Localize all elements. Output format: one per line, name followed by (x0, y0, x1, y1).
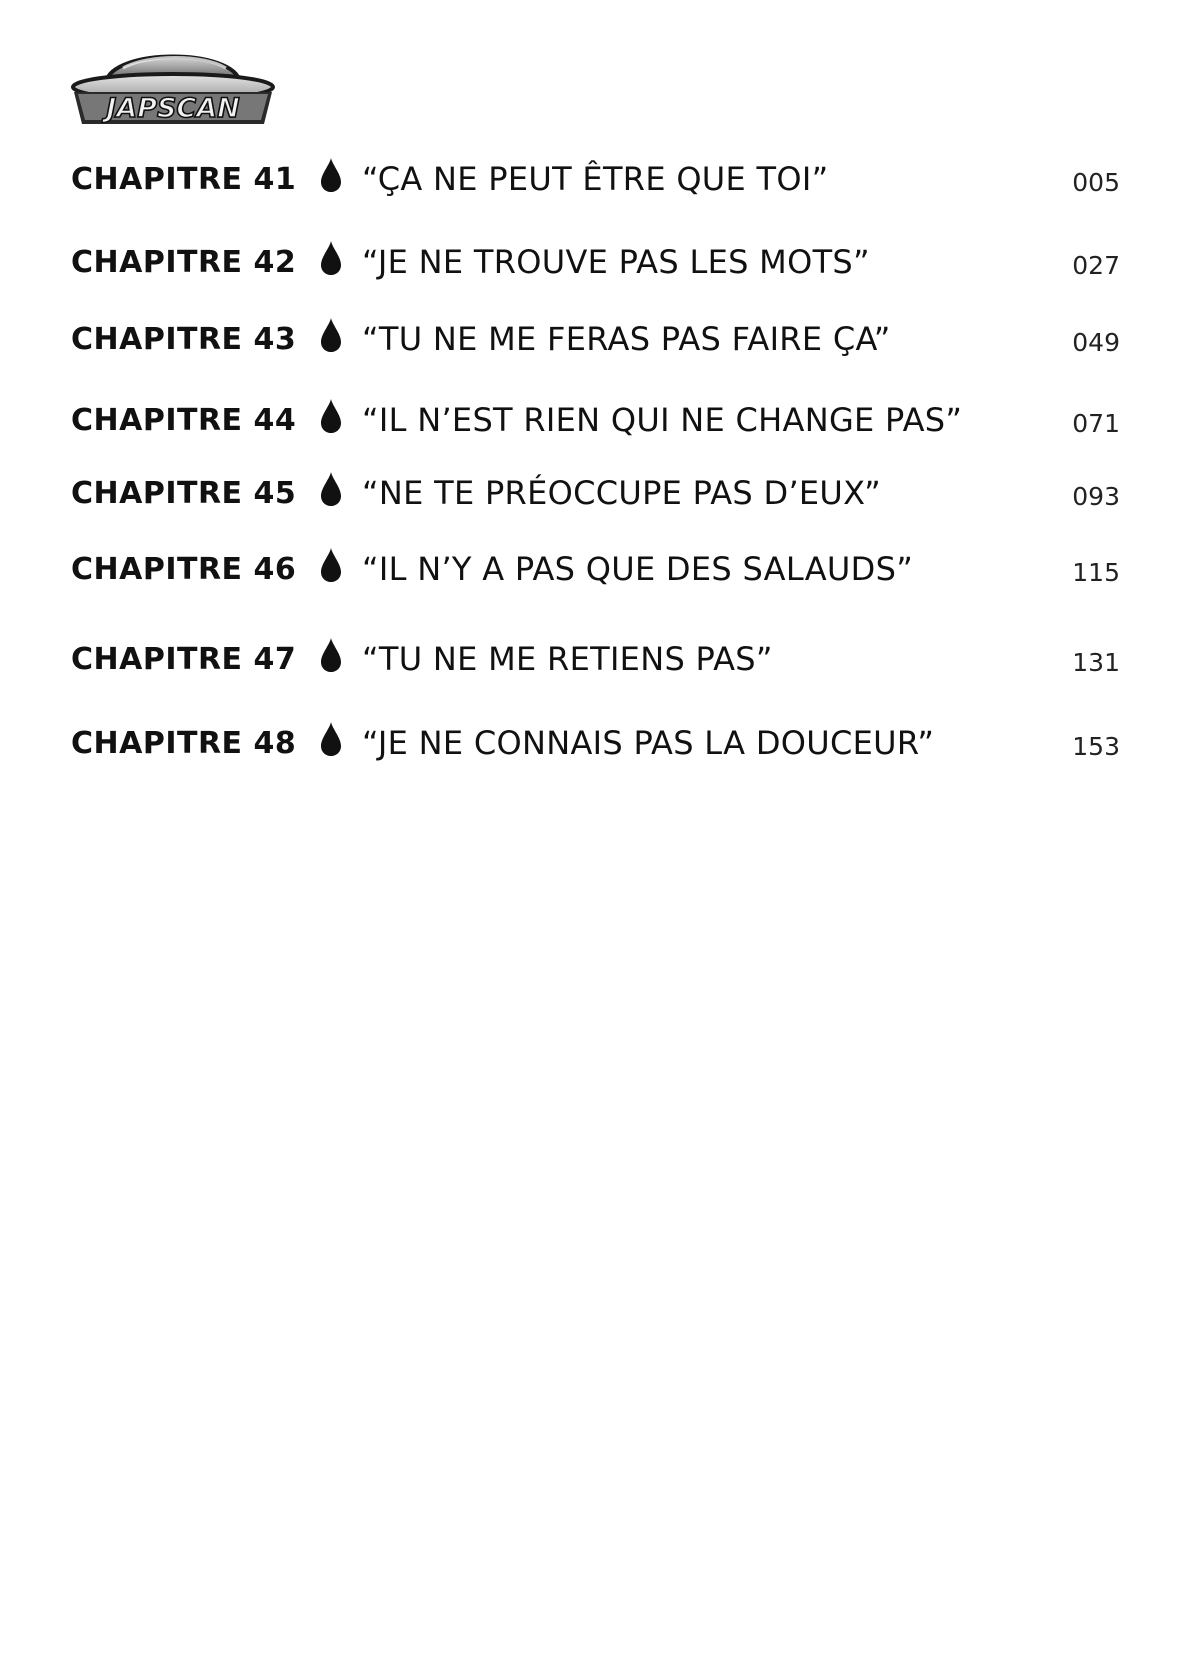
page-number: 027 (1072, 251, 1120, 280)
toc-entry[interactable] (0, 464, 1200, 524)
drop-icon (319, 157, 343, 193)
page-number: 153 (1072, 732, 1120, 761)
drop-icon (319, 637, 343, 673)
chapter-number: CHAPITRE 42 (71, 245, 297, 280)
chapter-number: CHAPITRE 45 (71, 476, 297, 511)
logo-text: JAPSCAN (106, 93, 240, 124)
chapter-title: “TU NE ME RETIENS PAS” (362, 640, 773, 678)
page-number: 005 (1072, 168, 1120, 197)
toc-entry[interactable] (0, 150, 1200, 210)
drop-icon (319, 398, 343, 434)
chapter-number: CHAPITRE 43 (71, 322, 297, 357)
chapter-title: “IL N’Y A PAS QUE DES SALAUDS” (362, 550, 914, 588)
page-number: 131 (1072, 648, 1120, 677)
drop-icon (319, 317, 343, 353)
chapter-title: “ÇA NE PEUT ÊTRE QUE TOI” (362, 160, 829, 198)
chapter-title: “JE NE TROUVE PAS LES MOTS” (362, 243, 870, 281)
chapter-title: “NE TE PRÉOCCUPE PAS D’EUX” (362, 474, 881, 512)
chapter-number: CHAPITRE 41 (71, 162, 297, 197)
toc-entry[interactable] (0, 233, 1200, 293)
chapter-title: “JE NE CONNAIS PAS LA DOUCEUR” (362, 724, 935, 762)
chapter-number: CHAPITRE 47 (71, 642, 297, 677)
toc-entry[interactable] (0, 310, 1200, 370)
drop-icon (319, 721, 343, 757)
chapter-number: CHAPITRE 44 (71, 403, 297, 438)
drop-icon (319, 547, 343, 583)
page-number: 049 (1072, 328, 1120, 357)
toc-entry[interactable] (0, 714, 1200, 774)
toc-entry[interactable] (0, 630, 1200, 690)
page-number: 115 (1072, 558, 1120, 587)
toc-entry[interactable] (0, 391, 1200, 451)
chapter-number: CHAPITRE 48 (71, 726, 297, 761)
page-number: 093 (1072, 482, 1120, 511)
drop-icon (319, 240, 343, 276)
toc-entry[interactable] (0, 540, 1200, 600)
chapter-title: “TU NE ME FERAS PAS FAIRE ÇA” (362, 320, 891, 358)
chapter-title: “IL N’EST RIEN QUI NE CHANGE PAS” (362, 401, 963, 439)
chapter-number: CHAPITRE 46 (71, 552, 297, 587)
drop-icon (319, 471, 343, 507)
page-number: 071 (1072, 409, 1120, 438)
